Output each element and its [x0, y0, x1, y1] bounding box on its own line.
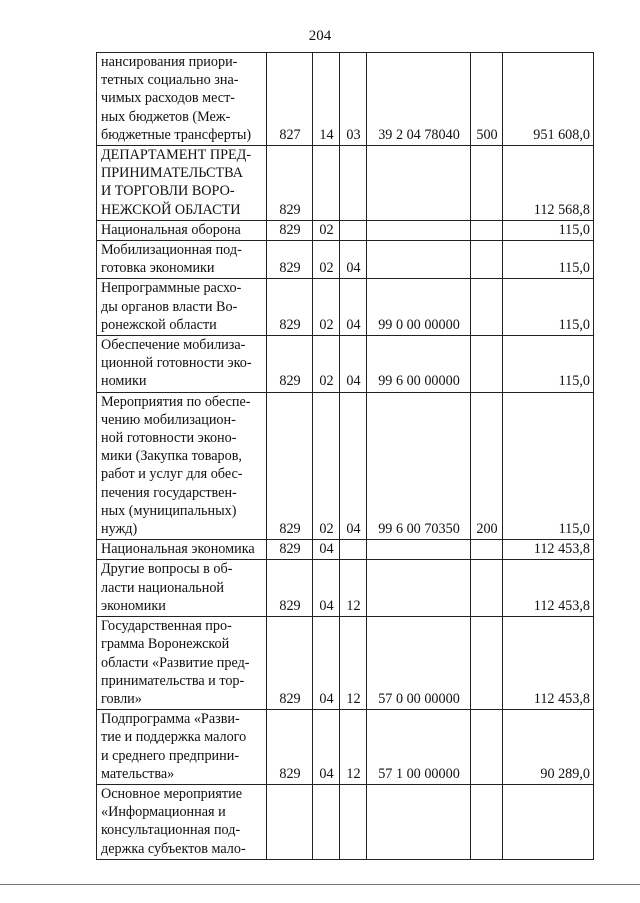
target-article-cell: [367, 241, 471, 279]
page-number: 204: [308, 28, 332, 44]
section-code-cell: 02: [313, 279, 340, 336]
table-body: [97, 53, 594, 860]
row-name-cell: Мобилизационная под- готовка экономики: [97, 241, 267, 279]
table-row: [97, 241, 594, 279]
target-article-cell: [367, 146, 471, 221]
subsection-code-cell: 03: [340, 53, 367, 146]
ministry-code-cell: 829: [267, 560, 313, 617]
subsection-code-cell: [340, 146, 367, 221]
expense-type-cell: [471, 560, 503, 617]
subsection-code-cell: 04: [340, 279, 367, 336]
expense-type-cell: [471, 220, 503, 240]
target-article-cell: 99 6 00 00000: [367, 336, 471, 393]
table-row: [97, 146, 594, 221]
ministry-code-cell: 829: [267, 710, 313, 785]
table-row: [97, 279, 594, 336]
row-name-cell: Обеспечение мобилиза- ционной готовности эко- номики: [97, 336, 267, 393]
table-row: [97, 617, 594, 710]
table-row: [97, 710, 594, 785]
section-code-cell: [313, 146, 340, 221]
subsection-code-cell: 12: [340, 560, 367, 617]
ministry-code-cell: 829: [267, 540, 313, 560]
row-name-cell: Национальная экономика: [97, 540, 267, 560]
target-article-cell: [367, 784, 471, 859]
section-code-cell: 04: [313, 560, 340, 617]
section-code-cell: 02: [313, 220, 340, 240]
table-row: [97, 220, 594, 240]
target-article-cell: [367, 540, 471, 560]
amount-cell: 115,0: [503, 241, 594, 279]
ministry-code-cell: 829: [267, 279, 313, 336]
ministry-code-cell: 829: [267, 617, 313, 710]
amount-cell: 115,0: [503, 336, 594, 393]
subsection-code-cell: [340, 220, 367, 240]
amount-cell: 115,0: [503, 279, 594, 336]
amount-cell: [503, 784, 594, 859]
section-code-cell: 02: [313, 241, 340, 279]
ministry-code-cell: 829: [267, 220, 313, 240]
row-name-cell: Непрограммные расхо- ды органов власти Во- ронежской области: [97, 279, 267, 336]
amount-cell: 112 453,8: [503, 617, 594, 710]
table-row: [97, 560, 594, 617]
row-name-cell: нансирования приори- тетных социально зна- чимых расходов мест- ных бюджетов (Меж- бюджетные трансферты): [97, 53, 267, 146]
expense-type-cell: [471, 146, 503, 221]
expense-type-cell: [471, 617, 503, 710]
amount-cell: 115,0: [503, 392, 594, 540]
table-row: [97, 336, 594, 393]
row-name-cell: Другие вопросы в об- ласти национальной экономики: [97, 560, 267, 617]
table-row: [97, 392, 594, 540]
scan-edge-line: [0, 884, 640, 885]
expense-type-cell: [471, 241, 503, 279]
target-article-cell: 39 2 04 78040: [367, 53, 471, 146]
subsection-code-cell: 12: [340, 617, 367, 710]
ministry-code-cell: 829: [267, 392, 313, 540]
subsection-code-cell: 12: [340, 710, 367, 785]
row-name-cell: Государственная про- грамма Воронежской области «Развитие пред- принимательства и тор- говли»: [97, 617, 267, 710]
expense-type-cell: [471, 540, 503, 560]
subsection-code-cell: 04: [340, 392, 367, 540]
table-row: [97, 784, 594, 859]
target-article-cell: 99 0 00 00000: [367, 279, 471, 336]
table-row: [97, 53, 594, 146]
amount-cell: 951 608,0: [503, 53, 594, 146]
expense-type-cell: [471, 336, 503, 393]
ministry-code-cell: [267, 784, 313, 859]
subsection-code-cell: [340, 540, 367, 560]
target-article-cell: [367, 220, 471, 240]
subsection-code-cell: 04: [340, 336, 367, 393]
amount-cell: 112 453,8: [503, 560, 594, 617]
row-name-cell: Основное мероприятие «Информационная и консультационная под- держка субъектов мало-: [97, 784, 267, 859]
ministry-code-cell: 829: [267, 241, 313, 279]
budget-table: [96, 52, 594, 860]
target-article-cell: 99 6 00 70350: [367, 392, 471, 540]
amount-cell: 90 289,0: [503, 710, 594, 785]
section-code-cell: 02: [313, 336, 340, 393]
table-row: [97, 540, 594, 560]
target-article-cell: 57 1 00 00000: [367, 710, 471, 785]
ministry-code-cell: 829: [267, 336, 313, 393]
target-article-cell: [367, 560, 471, 617]
amount-cell: 115,0: [503, 220, 594, 240]
target-article-cell: 57 0 00 00000: [367, 617, 471, 710]
section-code-cell: 14: [313, 53, 340, 146]
section-code-cell: 04: [313, 710, 340, 785]
amount-cell: 112 453,8: [503, 540, 594, 560]
row-name-cell: Мероприятия по обеспе- чению мобилизацион- ной готовности эконо- мики (Закупка товаров, работ и услуг для обес- печения государствен- ных (муниципальных) нужд): [97, 392, 267, 540]
subsection-code-cell: 04: [340, 241, 367, 279]
section-code-cell: [313, 784, 340, 859]
ministry-code-cell: 829: [267, 146, 313, 221]
ministry-code-cell: 827: [267, 53, 313, 146]
expense-type-cell: [471, 710, 503, 785]
expense-type-cell: [471, 279, 503, 336]
section-code-cell: 04: [313, 540, 340, 560]
section-code-cell: 02: [313, 392, 340, 540]
subsection-code-cell: [340, 784, 367, 859]
row-name-cell: Подпрограмма «Разви- тие и поддержка малого и среднего предприни- мательства»: [97, 710, 267, 785]
expense-type-cell: 500: [471, 53, 503, 146]
section-code-cell: 04: [313, 617, 340, 710]
expense-type-cell: [471, 784, 503, 859]
row-name-cell: ДЕПАРТАМЕНТ ПРЕД- ПРИНИМАТЕЛЬСТВА И ТОРГОВЛИ ВОРО- НЕЖСКОЙ ОБЛАСТИ: [97, 146, 267, 221]
row-name-cell: Национальная оборона: [97, 220, 267, 240]
amount-cell: 112 568,8: [503, 146, 594, 221]
expense-type-cell: 200: [471, 392, 503, 540]
